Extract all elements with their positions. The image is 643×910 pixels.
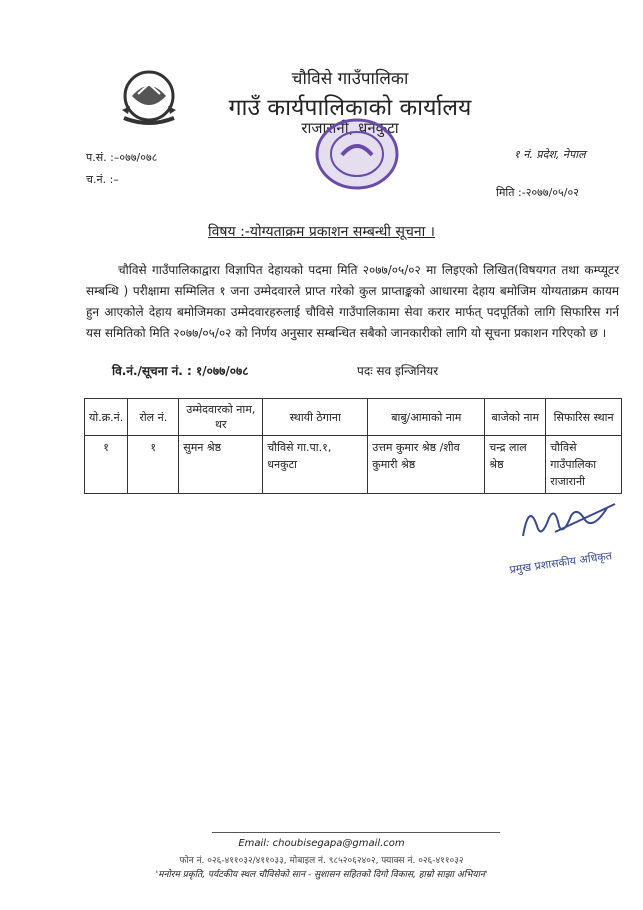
cell-serial: १ bbox=[85, 436, 128, 494]
table-header-row bbox=[85, 399, 622, 436]
cell-candidate: सुमन श्रेष्ठ bbox=[179, 436, 263, 494]
cell-address: चौविसे गा.पा.१, धनकुटा bbox=[263, 436, 368, 494]
col-roll: रोल नं. bbox=[128, 399, 179, 436]
dispatch-number: च.नं. :– bbox=[86, 173, 119, 186]
office-address: राजारानी, धनकुटा bbox=[301, 119, 399, 137]
cell-roll: १ bbox=[128, 436, 179, 494]
date: मिति :-२०७७/०५/०२ bbox=[496, 186, 579, 199]
office-name: गाउँ कार्यपालिकाको कार्यालय bbox=[228, 95, 472, 121]
signature bbox=[508, 496, 625, 586]
footer-motto: 'मनोरम प्रकृति, पर्यटकीय स्थल चौविसेको सान - सुशासन सहितको दिगो विकास, हाम्रो साझा अभियान' bbox=[155, 870, 488, 880]
col-serial: यो.क्र.नं. bbox=[85, 399, 128, 436]
cell-parents: उत्तम कुमार श्रेष्ठ /शीव कुमारी श्रेष्ठ bbox=[368, 436, 485, 494]
footer-email: Email: choubisegapa@gmail.com bbox=[238, 838, 405, 849]
candidate-table bbox=[84, 398, 622, 494]
post-name: पदः सव इन्जिनियर bbox=[357, 364, 439, 378]
office-stamp bbox=[312, 115, 402, 193]
reference-number: प.सं. :–०७७/०७८ bbox=[86, 151, 158, 164]
province-label: १ नं. प्रदेश, नेपाल bbox=[514, 148, 586, 161]
footer-divider bbox=[212, 832, 500, 833]
cell-grandfather: चन्द्र लाल श्रेष्ठ bbox=[485, 436, 546, 494]
col-recommended-place: सिफारिस स्थान bbox=[546, 399, 622, 436]
notice-body: चौविसे गाउँपालिकाद्वारा विज्ञापित देहायको पदमा मिति २०७७/०५/०२ मा लिइएको लिखित(विषयगत तथा कम्प्यूटर सम्बन्धि ) परीक्षामा सम्मिलित १ जना उम्मेदवारले प्राप्त गरेको कुल प्राप्ताङ्कको आधारमा देहाय बमोजिम योग्यताक्रम कायम हुन आएकोले देहाय बमोजिमका उम्मेदवारहरुलाई चौविसे गाउँपालिकामा सेवा करार मार्फत् पदपूर्तिको लागि सिफारिस गर्न यस समितिको मिति २०७७/०५/०२ को निर्णय अनुसार सम्बन्धित सबैको जानकारीको लागि यो सूचना प्रकाशन गरिएको छ । bbox=[86, 263, 619, 340]
footer-phone: फोन नं. ०२६-४११०३२/४११०३३, मोबाइल नं. ९८५२०६२४०२, फ्याक्स नं. ०२६-४११०३२ bbox=[179, 856, 464, 866]
col-candidate: उम्मेदवारको नाम, थर bbox=[179, 399, 263, 436]
subject-line: विषय :-योग्यताक्रम प्रकाशन सम्बन्धी सूचना । bbox=[208, 224, 435, 240]
municipality-name: चौविसे गाउँपालिका bbox=[291, 69, 409, 89]
col-grandfather: बाजेको नाम bbox=[485, 399, 546, 436]
col-parents: बाबु/आमाको नाम bbox=[368, 399, 485, 436]
table-row bbox=[85, 436, 622, 494]
signatory-title: प्रमुख प्रशासकीय अधिकृत bbox=[508, 549, 613, 577]
notice-reference: वि.नं./सूचना नं. : १/०७७/०७८ bbox=[112, 364, 249, 378]
col-address: स्थायी ठेगाना bbox=[263, 399, 368, 436]
cell-recommended-place: चौविसे गाउँपालिका राजारानी bbox=[546, 436, 622, 494]
municipality-emblem bbox=[118, 66, 180, 130]
